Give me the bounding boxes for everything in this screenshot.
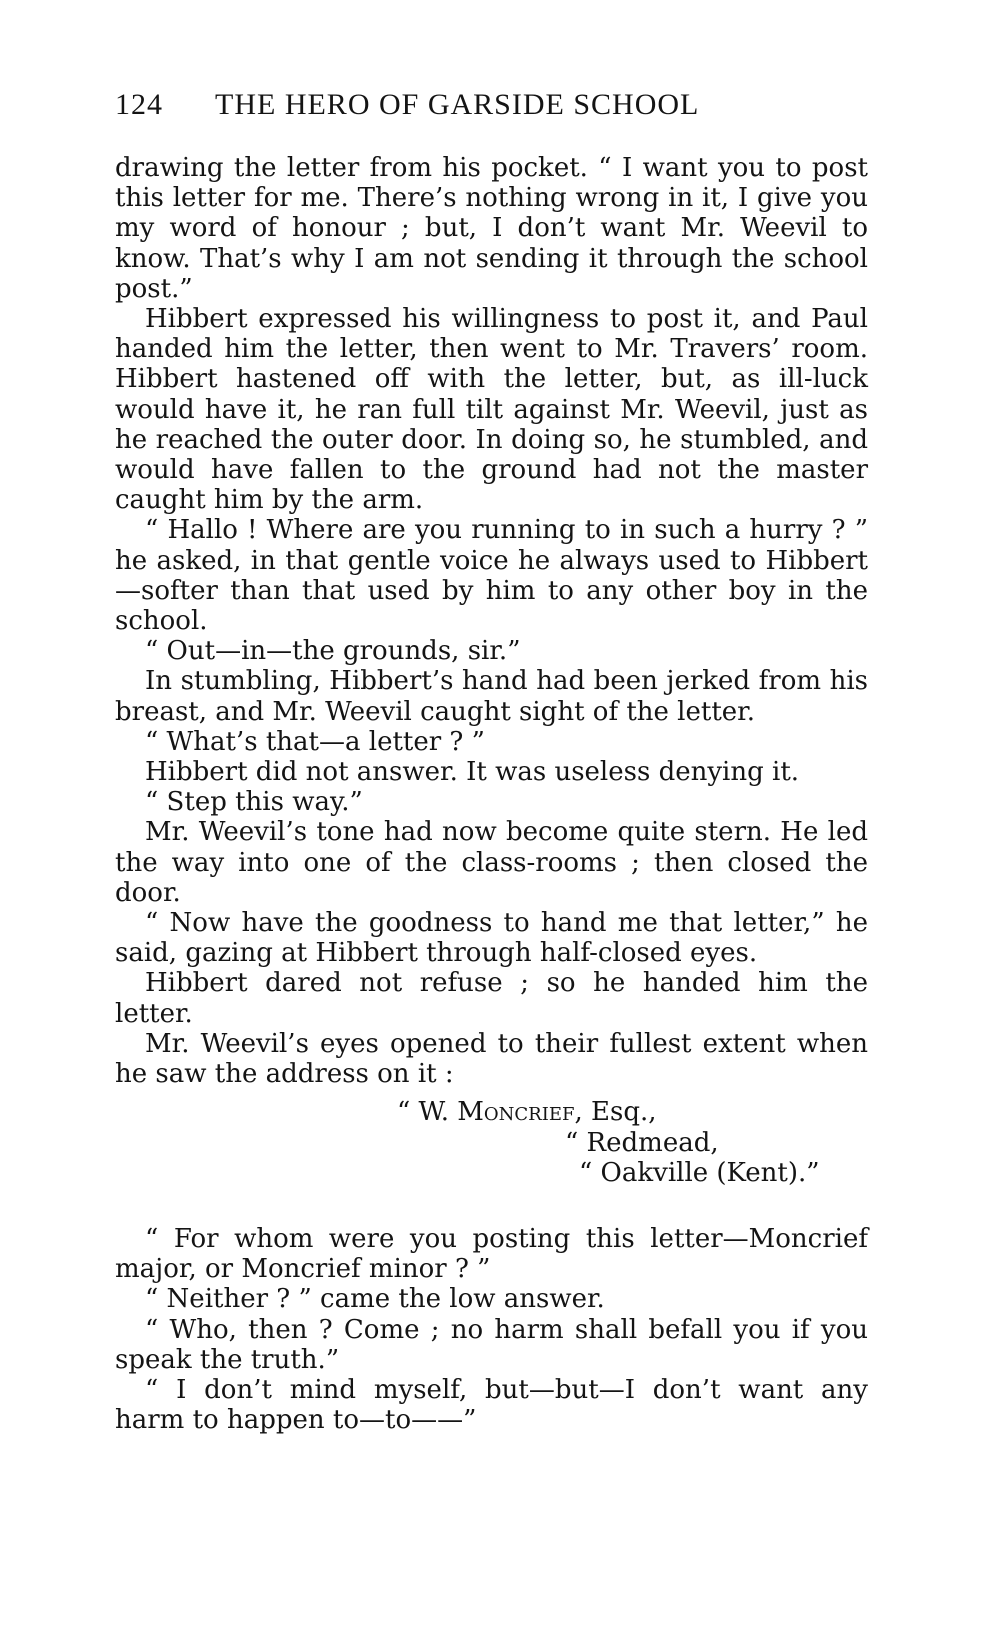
paragraph: “ I don’t mind myself, but—but—I don’t want any harm to happen to—to——” (115, 1374, 868, 1436)
page-number: 124 (115, 88, 163, 121)
paragraph: “ Neither ? ” came the low answer. (145, 1284, 605, 1315)
paragraph: Hibbert expressed his willingness to post it, and Paul handed him the letter, then went to Mr. Travers’ room. Hibbert hastened off with the letter, but, as ill-luck would have it, he ran full tilt against Mr. Weevil, just as he reached the outer door. In doing so, he stumbled, and would have fallen to the ground had not the master caught him by the arm. (115, 304, 868, 516)
paragraph: “ Who, then ? Come ; no harm shall befall you if you speak the truth.” (115, 1314, 868, 1375)
letter-address (115, 1097, 868, 1188)
paragraph: Mr. Weevil’s tone had now become quite stern. He led the way into one of the class-rooms ; then closed the door. (115, 817, 868, 908)
paragraph: “ Step this way.” (145, 787, 363, 818)
paragraph: “ Now have the goodness to hand me that letter,” he said, gazing at Hibbert through half-closed eyes. (115, 908, 868, 969)
paragraph: “ For whom were you posting this letter—Moncrief major, or Moncrief minor ? ” (115, 1223, 868, 1285)
address-line-1 (115, 1097, 868, 1127)
paragraph: Mr. Weevil’s eyes opened to their fullest extent when he saw the address on it : (115, 1028, 868, 1090)
address-line-3: “ Oakville (Kent).” (579, 1157, 820, 1188)
paragraph: In stumbling, Hibbert’s hand had been jerked from his breast, and Mr. Weevil caught sight of the letter. (115, 666, 868, 727)
body-text (115, 153, 868, 1435)
paragraph: drawing the letter from his pocket. “ I want you to post this letter for me. There’s nothing wrong in it, I give you my word of honour ; but, I don’t want Mr. Weevil to know. That’s why I am not sending it through the school post.” (115, 153, 868, 304)
paragraph: Hibbert did not answer. It was useless denying it. (145, 757, 800, 788)
address-suffix: , Esq., (574, 1097, 657, 1128)
paragraph: “ Hallo ! Where are you running to in such a hurry ? ” he asked, in that gentle voice he always used to Hibbert—softer than that used by him to any other boy in the school. (115, 515, 868, 637)
address-name: Moncrief (457, 1097, 575, 1128)
page-header (115, 88, 875, 134)
paragraph: “ Out—in—the grounds, sir.” (145, 636, 521, 667)
paragraph: “ What’s that—a letter ? ” (145, 726, 485, 757)
address-prefix: “ W. (397, 1097, 458, 1128)
paragraph: Hibbert dared not refuse ; so he handed him the letter. (115, 968, 868, 1029)
running-title: THE HERO OF GARSIDE SCHOOL (215, 88, 700, 121)
address-line-2: “ Redmead, (565, 1127, 719, 1158)
